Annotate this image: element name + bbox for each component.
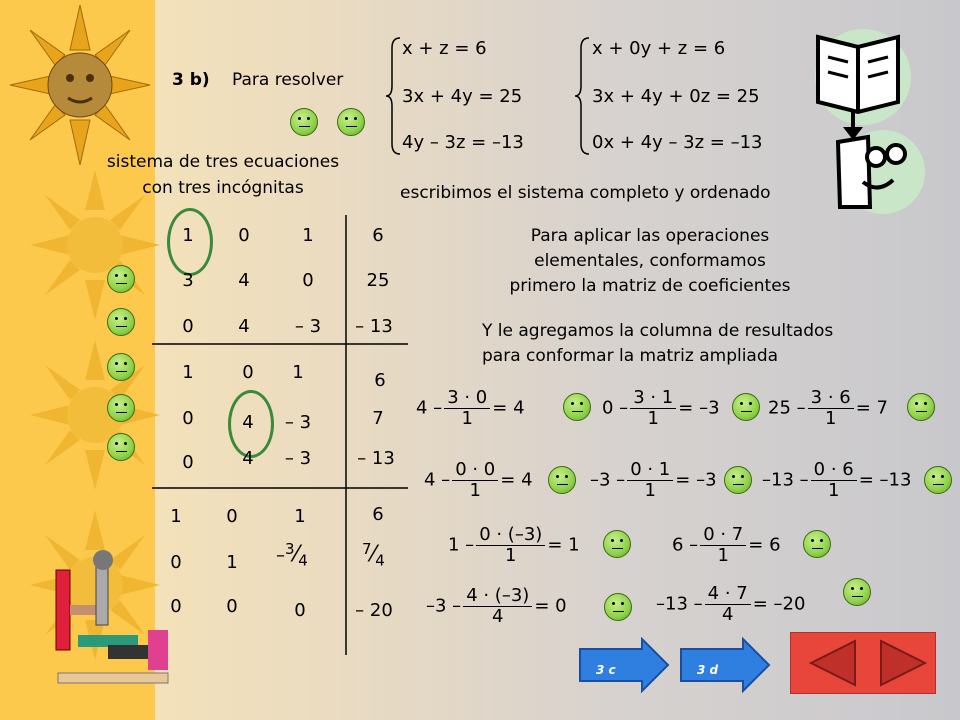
matrix-cell: 6 (372, 504, 384, 525)
matrix-cell: – 13 (357, 448, 395, 469)
complete-equation-3: 0x + 4y – 3z = –13 (592, 132, 763, 153)
matrix-cell: 6 (374, 370, 386, 391)
matrix-cell: 1 (292, 362, 304, 383)
equation-1: x + z = 6 (402, 38, 487, 59)
left-brace (573, 36, 593, 156)
matrix-cell: 0 (226, 596, 238, 617)
intro-text: Para resolver (232, 70, 344, 90)
matrix-cell: 0 (302, 270, 314, 291)
matrix-cell: 0 (242, 362, 254, 383)
sun-face-icon (0, 0, 160, 170)
description-line1: sistema de tres ecuaciones (106, 152, 340, 172)
operation: –3 – $\frac{4 \cdot (-3)}{4}$ = 0 (426, 585, 567, 627)
explanation-line: para conformar la matriz ampliada (482, 346, 779, 366)
matrix-cell: 6 (372, 225, 384, 246)
smiley-icon (603, 530, 631, 558)
smiley-icon (907, 393, 935, 421)
next-3c-label: 3 c (596, 663, 616, 677)
smiley-icon (107, 308, 135, 336)
operation: 0 – $\frac{3 \cdot 1}{1}$ = –3 (602, 387, 720, 429)
matrix-cell: 0 (238, 225, 250, 246)
matrix-cell: – 3 (284, 412, 312, 433)
next-3d-button[interactable] (679, 637, 771, 693)
explanation-line: Y le agregamos la columna de resultados (482, 321, 834, 341)
book-reader-icon (808, 22, 928, 222)
matrix-cell: – 13 (355, 316, 393, 337)
operation: –13 – $\frac{4 \cdot 7}{4}$ = –20 (656, 583, 806, 625)
arrow-right-icon (578, 637, 670, 693)
matrix-cell: 0 (170, 552, 182, 573)
complete-equation-1: x + 0y + z = 6 (592, 38, 726, 59)
equation-3: 4y – 3z = –13 (402, 132, 524, 153)
matrix-cell: 25 (366, 270, 390, 291)
matrix-cell: 4 (238, 316, 250, 337)
description-line2: con tres incógnitas (142, 178, 304, 198)
sun-icon (30, 340, 160, 490)
matrix-cell: 1 (182, 362, 194, 383)
matrix-cell: 1 (170, 506, 182, 527)
matrix-cell: 0 (294, 600, 306, 621)
equation-2: 3x + 4y = 25 (402, 86, 523, 107)
matrix-cell: 0 (182, 408, 194, 429)
left-brace (384, 36, 404, 156)
operation: 4 – $\frac{3 \cdot 0}{1}$ = 4 (416, 387, 525, 429)
explanation-line: elementales, conformamos (534, 251, 766, 271)
matrix-cell: 0 (226, 506, 238, 527)
explanation-line: primero la matriz de coeficientes (509, 276, 791, 296)
complete-equation-2: 3x + 4y + 0z = 25 (592, 86, 760, 107)
smiley-icon (107, 433, 135, 461)
back-button[interactable] (790, 632, 936, 694)
smiley-icon (107, 353, 135, 381)
explanation-line: Para aplicar las operaciones (530, 226, 770, 246)
operation: –3 – $\frac{0 \cdot 1}{1}$ = –3 (590, 459, 717, 501)
smiley-icon (732, 393, 760, 421)
matrix-cell: – 3 (294, 316, 322, 337)
smiley-icon (604, 593, 632, 621)
operation: 6 – $\frac{0 \cdot 7}{1}$ = 6 (672, 524, 781, 566)
arrow-right-icon (679, 637, 771, 693)
next-3c-button[interactable] (578, 637, 670, 693)
caption-complete: escribimos el sistema completo y ordenado (400, 183, 771, 203)
operation: 1 – $\frac{0 \cdot (-3)}{1}$ = 1 (448, 524, 580, 566)
matrix-fraction: $^7⁄_4$ (362, 540, 385, 570)
matrix-cell: 1 (226, 552, 238, 573)
matrix-cell: 1 (182, 225, 194, 246)
matrix-cell: 0 (182, 316, 194, 337)
smiley-icon (337, 108, 365, 136)
matrix-cell: 0 (170, 596, 182, 617)
operation: 25 – $\frac{3 \cdot 6}{1}$ = 7 (768, 387, 888, 429)
matrix-cell: – 3 (284, 448, 312, 469)
matrix-cell: 4 (242, 412, 254, 433)
next-3d-label: 3 d (697, 663, 719, 677)
smiley-icon (563, 393, 591, 421)
matrix-cell: 1 (302, 225, 314, 246)
smiley-icon (290, 108, 318, 136)
smiley-icon (924, 466, 952, 494)
smiley-icon (724, 466, 752, 494)
smiley-icon (843, 578, 871, 606)
matrix-cell: 0 (182, 452, 194, 473)
back-arrows-icon (791, 633, 935, 693)
matrix-fraction: $-^3⁄_4$ (276, 540, 308, 570)
matrix-cell: 4 (238, 270, 250, 291)
smiley-icon (548, 466, 576, 494)
smiley-icon (803, 530, 831, 558)
matrix-cell: – 20 (355, 600, 393, 621)
matrix-cell: 7 (372, 408, 384, 429)
operation: –13 – $\frac{0 \cdot 6}{1}$ = –13 (762, 459, 912, 501)
operation: 4 – $\frac{0 \cdot 0}{1}$ = 4 (424, 459, 533, 501)
smiley-icon (107, 265, 135, 293)
part-label: 3 b) (172, 70, 210, 90)
matrix-cell: 4 (242, 448, 254, 469)
matrix-cell: 3 (182, 270, 194, 291)
smiley-icon (107, 394, 135, 422)
matrix-cell: 1 (294, 506, 306, 527)
